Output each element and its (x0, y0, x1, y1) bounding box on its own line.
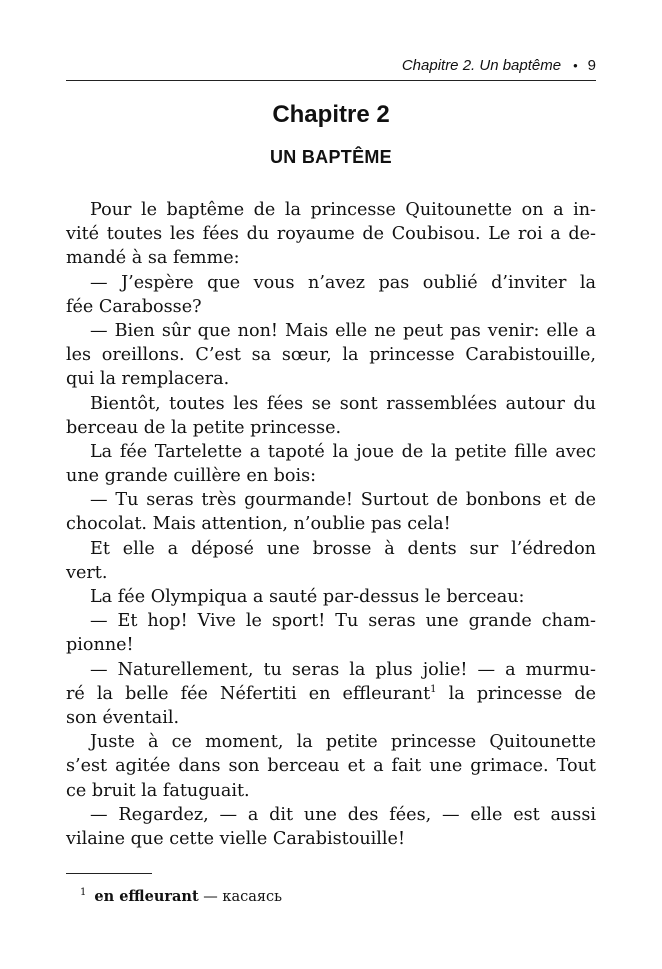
text-line: s’est agitée dans son berceau et a fait une grimace. Tout (66, 756, 596, 777)
text-line: — J’espère que vous n’avez pas oublié d’inviter la (90, 272, 596, 293)
text-segment: la princesse de (448, 683, 597, 704)
text-line: vité toutes les fées du royaume de Coubisou. Le roi a de- (66, 224, 596, 245)
chapter-title: Chapitre 2 (272, 101, 390, 128)
text-line: La fée Tartelette a tapoté la joue de la petite fille avec (90, 441, 596, 462)
text-line: qui la remplacera. (66, 369, 230, 390)
text-line: son éventail. (66, 707, 180, 728)
header-bullet: • (573, 58, 578, 73)
text-line: mandé à sa femme: (66, 248, 240, 269)
text-line: une grande cuillère en bois: (66, 466, 317, 487)
text-line: — Et hop! Vive le sport! Tu seras une grande cham- (90, 611, 596, 632)
text-line: vert. (66, 562, 108, 583)
text-segment: ré la belle fée Néfertiti en effleurant (66, 683, 431, 704)
text-line: — Naturellement, tu seras la plus jolie! — a murmu- (90, 659, 596, 680)
text-line: fée Carabosse? (66, 296, 202, 317)
footnote-marker: 1 (80, 887, 87, 898)
text-line: La fée Olympiqua a sauté par-dessus le berceau: (90, 587, 525, 607)
text-line: Bientôt, toutes les fées se sont rassemblées autour du (90, 393, 596, 414)
body-text (66, 198, 596, 851)
text-line: chocolat. Mais attention, n’oublie pas cela! (66, 514, 451, 535)
text-line: berceau de la petite princesse. (66, 417, 342, 438)
text-line: vilaine que cette vielle Carabistouille! (66, 828, 406, 849)
text-line: Juste à ce moment, la petite princesse Quitounette (90, 732, 596, 753)
text-line-with-footnote (66, 682, 596, 706)
footnote-reference: 1 (430, 683, 437, 695)
footnote-separator: — (203, 888, 218, 905)
text-line: — Bien sûr que non! Mais elle ne peut pas venir: elle a (90, 320, 596, 341)
footnote (80, 883, 282, 907)
footnote-term: en effleurant (94, 887, 199, 905)
text-line: Pour le baptême de la princesse Quitounette on a in- (90, 200, 596, 220)
text-line: Et elle a déposé une brosse à dents sur l’édredon (90, 538, 596, 559)
text-line: — Regardez, — a dit une des fées, — elle est aussi (90, 804, 596, 825)
header-rule (66, 80, 596, 81)
footnote-rule (66, 873, 152, 874)
chapter-subtitle: UN BAPTÊME (269, 147, 392, 167)
text-line: les oreillons. C’est sa sœur, la princesse Carabistouille, (66, 345, 596, 366)
text-line: pionne! (66, 635, 134, 656)
running-header (66, 56, 596, 80)
running-title: Chapitre 2. Un baptême (401, 57, 562, 74)
text-line: — Tu seras très gourmande! Surtout de bonbons et de (90, 490, 596, 511)
text-line: ce bruit la fatuguait. (66, 780, 250, 801)
page-number: 9 (587, 57, 596, 74)
footnote-translation: касаясь (222, 888, 283, 905)
